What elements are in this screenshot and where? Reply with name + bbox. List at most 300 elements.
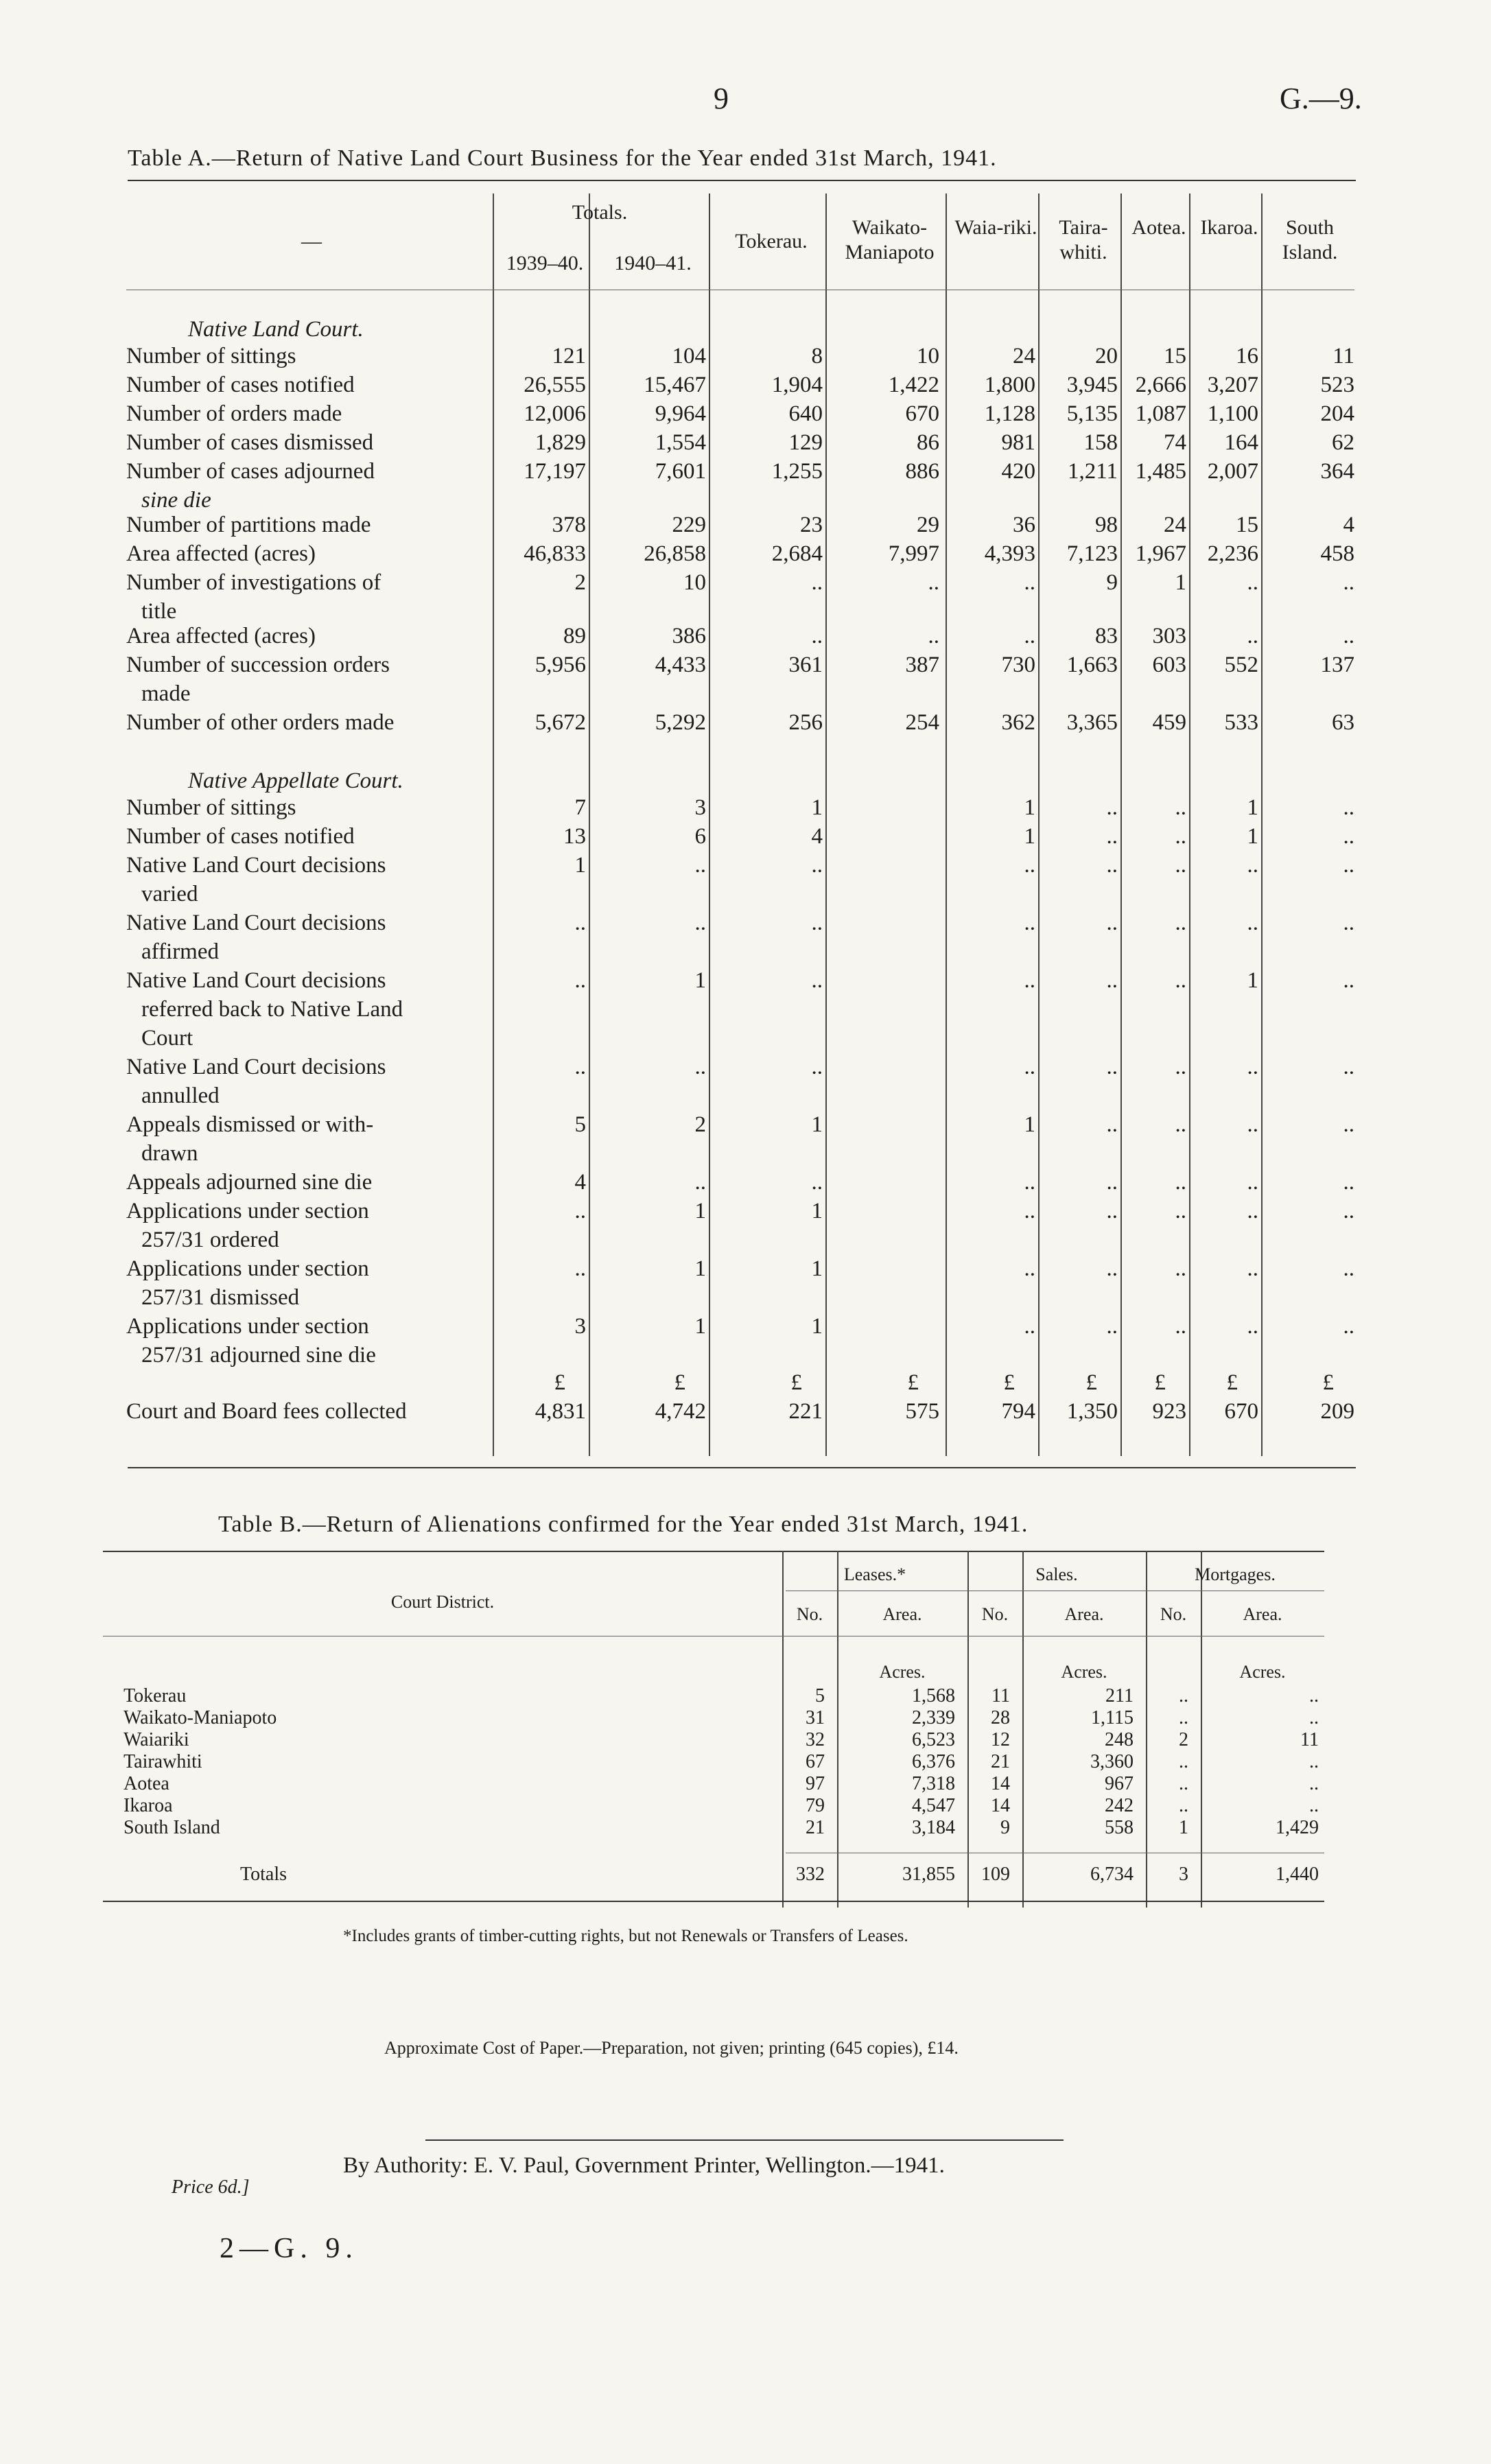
cell-value: 1,350: [1066, 1399, 1118, 1424]
cell-value: ..: [811, 968, 823, 993]
row-label: [126, 793, 490, 822]
cell-value: ..: [1247, 1112, 1258, 1137]
row-label: [126, 851, 490, 908]
cell-value: 17,197: [524, 459, 586, 484]
table-b-bottom-rule: [103, 1901, 1324, 1902]
cell-value: 204: [1320, 401, 1354, 426]
authority-line: By Authority: E. V. Paul, Government Printer, Wellington.—1941.: [343, 2153, 945, 2178]
row-label-text: Native Land Court decisions: [126, 968, 386, 993]
cell-value: ..: [1343, 624, 1354, 648]
cell-value: 7,601: [655, 459, 706, 484]
cell-value: 67: [806, 1751, 825, 1772]
cell-value: ..: [1175, 1112, 1186, 1137]
district-name: Tokerau: [124, 1685, 187, 1706]
cell-value: 1: [1024, 795, 1035, 820]
district-name: Aotea: [124, 1773, 169, 1794]
cell-value: 2,339: [912, 1707, 955, 1728]
page-number: 9: [714, 82, 729, 115]
cell-value: 28: [991, 1707, 1010, 1728]
row-label-continuation: affirmed: [141, 939, 220, 964]
cell-value: ..: [1343, 1256, 1354, 1281]
cell-value: 74: [1164, 430, 1186, 455]
header-court-district: Court District.: [390, 1592, 495, 1612]
cell-value: ..: [1179, 1795, 1188, 1816]
cell-value: 1,128: [984, 401, 1035, 426]
cell-value: 254: [905, 710, 939, 735]
header-acres: Acres.: [1239, 1662, 1286, 1682]
header-no: No.: [981, 1604, 1009, 1624]
cell-value: 523: [1320, 373, 1354, 397]
cell-value: 1: [1247, 824, 1258, 849]
pound-sign: £: [1226, 1370, 1238, 1395]
row-label: [126, 1168, 490, 1197]
district-name: Ikaroa: [124, 1795, 173, 1816]
cell-value: 458: [1320, 541, 1354, 566]
row-label: [126, 511, 490, 539]
cell-value: 533: [1224, 710, 1258, 735]
pound-sign: £: [907, 1370, 919, 1395]
cell-value: 9: [1106, 570, 1118, 595]
row-label-continuation: drawn: [141, 1141, 198, 1166]
cell-value: 4: [574, 1170, 586, 1195]
pound-sign: £: [1085, 1370, 1097, 1395]
cell-value: 221: [788, 1399, 823, 1424]
cell-value: ..: [1106, 911, 1118, 935]
pound-sign: £: [1322, 1370, 1334, 1395]
cell-value: ..: [1343, 1314, 1354, 1339]
row-label-continuation: made: [141, 681, 191, 706]
cell-value: 31: [806, 1707, 825, 1728]
cell-value: 104: [672, 344, 706, 368]
cell-value: 1,087: [1135, 401, 1186, 426]
table-a-column-rule: [1189, 193, 1190, 1456]
cell-value: 981: [1001, 430, 1035, 455]
row-label-text: Appeals adjourned sine die: [126, 1170, 373, 1195]
cell-value: 20: [1095, 344, 1118, 368]
cell-value: ..: [1106, 1170, 1118, 1195]
cell-value: 2: [694, 1112, 706, 1137]
cell-value: 1: [694, 1256, 706, 1281]
cell-value: 2: [1179, 1729, 1188, 1750]
cell-value: 5: [815, 1685, 825, 1706]
cell-value: 1: [1179, 1817, 1188, 1838]
cell-value: 79: [806, 1795, 825, 1816]
cell-value: ..: [1247, 911, 1258, 935]
row-label-continuation: varied: [141, 882, 198, 906]
cell-value: ..: [1024, 1256, 1035, 1281]
cell-value: 1,429: [1276, 1817, 1319, 1838]
header-column: Ikaroa.: [1200, 216, 1258, 239]
cell-value: 4,433: [655, 653, 706, 677]
cell-value: 12: [991, 1729, 1010, 1750]
row-label-text: Number of sittings: [126, 344, 296, 368]
cell-value: 32: [806, 1729, 825, 1750]
cell-value: 3,184: [912, 1817, 955, 1838]
cell-value: ..: [1309, 1685, 1319, 1706]
cell-value: 420: [1001, 459, 1035, 484]
cell-value: ..: [811, 1055, 823, 1079]
cell-value: 1,255: [771, 459, 823, 484]
cell-value: 211: [1105, 1685, 1134, 1706]
cell-value: 1,485: [1135, 459, 1186, 484]
cell-value: 1,115: [1091, 1707, 1134, 1728]
cell-value: ..: [1247, 624, 1258, 648]
cell-value: 5,292: [655, 710, 706, 735]
row-label-continuation: title: [141, 599, 177, 624]
pound-sign: £: [1154, 1370, 1166, 1395]
row-label-text: Number of other orders made: [126, 710, 395, 735]
cell-value: ..: [1024, 911, 1035, 935]
cell-value: 2,684: [771, 541, 823, 566]
cell-value: ..: [1106, 968, 1118, 993]
cell-value: ..: [1024, 853, 1035, 878]
cell-value: 4: [1343, 513, 1354, 537]
cell-value: ..: [1247, 570, 1258, 595]
cell-value: ..: [1024, 570, 1035, 595]
cell-value: 5: [574, 1112, 586, 1137]
table-a-column-rule: [709, 193, 710, 1456]
cell-value: 2: [574, 570, 586, 595]
cell-value: 4,547: [912, 1795, 955, 1816]
cost-of-paper: Approximate Cost of Paper.—Preparation, not given; printing (645 copies), £14.: [384, 2038, 959, 2058]
cell-value: 97: [806, 1773, 825, 1794]
cell-value: 29: [917, 513, 939, 537]
cell-value: 378: [552, 513, 586, 537]
cell-value: ..: [1247, 853, 1258, 878]
table-a-column-rule: [1261, 193, 1263, 1456]
cell-value: 24: [1013, 344, 1035, 368]
cell-value: ..: [1106, 1256, 1118, 1281]
row-label-text: Number of cases dismissed: [126, 430, 374, 455]
totals-value: 3: [1179, 1864, 1188, 1885]
cell-value: ..: [1175, 1170, 1186, 1195]
cell-value: ..: [1106, 824, 1118, 849]
cell-value: 11: [991, 1685, 1010, 1706]
cell-value: 1: [1247, 968, 1258, 993]
row-label: Court and Board fees collected: [126, 1399, 407, 1424]
cell-value: 209: [1320, 1399, 1354, 1424]
header-column: Tokerau.: [735, 230, 808, 253]
row-label: [126, 708, 490, 737]
district-name: Waikato-Maniapoto: [124, 1707, 277, 1728]
row-label-text: Applications under section: [126, 1314, 369, 1339]
document-reference: G.—9.: [1280, 82, 1362, 115]
cell-value: 1,100: [1207, 401, 1258, 426]
cell-value: 36: [1013, 513, 1035, 537]
cell-value: 121: [552, 344, 586, 368]
row-label: [126, 822, 490, 851]
row-label: [126, 539, 490, 568]
row-label-text: Number of cases adjourned: [126, 459, 375, 484]
cell-value: 16: [1236, 344, 1258, 368]
cell-value: 10: [683, 570, 706, 595]
cell-value: 63: [1332, 710, 1354, 735]
row-label: [126, 908, 490, 966]
cell-value: 164: [1224, 430, 1258, 455]
cell-value: 575: [905, 1399, 939, 1424]
cell-value: ..: [1179, 1685, 1188, 1706]
row-label-text: Native Land Court decisions: [126, 853, 386, 878]
cell-value: ..: [1343, 1199, 1354, 1223]
cell-value: ..: [1343, 1170, 1354, 1195]
cell-value: ..: [1309, 1707, 1319, 1728]
cell-value: ..: [1179, 1707, 1188, 1728]
cell-value: 5,672: [535, 710, 586, 735]
cell-value: 229: [672, 513, 706, 537]
cell-value: 62: [1332, 430, 1354, 455]
header-totals: Totals.: [572, 201, 628, 224]
cell-value: ..: [1175, 1314, 1186, 1339]
cell-value: ..: [574, 1199, 586, 1223]
header-sales: Sales.: [1035, 1564, 1078, 1584]
price: Price 6d.]: [172, 2176, 250, 2198]
cell-value: 459: [1152, 710, 1186, 735]
cell-value: 558: [1105, 1817, 1134, 1838]
cell-value: 13: [563, 824, 586, 849]
header-no: No.: [796, 1604, 823, 1624]
row-label-continuation: 257/31 dismissed: [141, 1285, 300, 1310]
header-area: Area.: [882, 1604, 922, 1624]
cell-value: 6: [694, 824, 706, 849]
row-label-continuation: Court: [141, 1026, 193, 1051]
cell-value: 14: [991, 1773, 1010, 1794]
cell-value: 1: [1175, 570, 1186, 595]
header-dash: —: [301, 230, 322, 253]
cell-value: ..: [1175, 911, 1186, 935]
cell-value: 1,554: [655, 430, 706, 455]
cell-value: ..: [1343, 570, 1354, 595]
cell-value: 1: [811, 795, 823, 820]
cell-value: 3,360: [1090, 1751, 1134, 1772]
cell-value: 5,956: [535, 653, 586, 677]
cell-value: 248: [1105, 1729, 1134, 1750]
row-label: [126, 428, 490, 457]
cell-value: 8: [811, 344, 823, 368]
header-area: Area.: [1243, 1604, 1282, 1624]
cell-value: 362: [1001, 710, 1035, 735]
totals-label: Totals: [240, 1864, 287, 1885]
cell-value: ..: [574, 968, 586, 993]
cell-value: 15,467: [644, 373, 706, 397]
header-mortgages: Mortgages.: [1195, 1564, 1276, 1584]
cell-value: ..: [1343, 911, 1354, 935]
section-native-land-court: Native Land Court.: [188, 317, 364, 342]
cell-value: 9,964: [655, 401, 706, 426]
footnote: *Includes grants of timber-cutting rights, but not Renewals or Transfers of Leases.: [343, 1927, 908, 1945]
cell-value: 7,997: [888, 541, 939, 566]
cell-value: 5,135: [1066, 401, 1118, 426]
row-label-continuation: 257/31 ordered: [141, 1228, 279, 1252]
row-label: [126, 457, 490, 515]
row-label-text: Appeals dismissed or with-: [126, 1112, 374, 1137]
cell-value: 1,967: [1135, 541, 1186, 566]
cell-value: 12,006: [524, 401, 586, 426]
row-label-text: Number of investigations of: [126, 570, 381, 595]
cell-value: 640: [788, 401, 823, 426]
cell-value: ..: [1309, 1751, 1319, 1772]
header-1940-41: 1940–41.: [614, 252, 692, 274]
table-a-bottom-rule: [128, 1467, 1356, 1468]
cell-value: 1: [574, 853, 586, 878]
header-column: South Island.: [1282, 216, 1338, 263]
cell-value: ..: [1247, 1256, 1258, 1281]
table-a-column-rule: [493, 193, 494, 1456]
cell-value: 603: [1152, 653, 1186, 677]
pound-sign: £: [674, 1370, 685, 1395]
row-label-text: Area affected (acres): [126, 541, 316, 566]
header-acres: Acres.: [879, 1662, 926, 1682]
pound-sign: £: [790, 1370, 802, 1395]
cell-value: 1: [694, 1314, 706, 1339]
cell-value: 158: [1083, 430, 1118, 455]
header-column: Taira-whiti.: [1059, 216, 1108, 263]
cell-value: 3,207: [1207, 373, 1258, 397]
cell-value: ..: [1247, 1055, 1258, 1079]
cell-value: 11: [1332, 344, 1354, 368]
cell-value: ..: [1175, 853, 1186, 878]
cell-value: 7,318: [912, 1773, 955, 1794]
cell-value: ..: [1024, 1170, 1035, 1195]
cell-value: 3,945: [1066, 373, 1118, 397]
cell-value: 3,365: [1066, 710, 1118, 735]
cell-value: 1: [694, 1199, 706, 1223]
cell-value: 1: [811, 1314, 823, 1339]
table-a-title: Table A.—Return of Native Land Court Business for the Year ended 31st March, 1941.: [128, 145, 997, 171]
cell-value: 7,123: [1066, 541, 1118, 566]
row-label-continuation: 257/31 adjourned sine die: [141, 1343, 376, 1368]
row-label: [126, 568, 490, 626]
row-label: [126, 1053, 490, 1110]
cell-value: 730: [1001, 653, 1035, 677]
row-label-continuation: sine die: [141, 488, 211, 513]
cell-value: ..: [1024, 1199, 1035, 1223]
cell-value: 1: [694, 968, 706, 993]
cell-value: 3: [694, 795, 706, 820]
cell-value: 24: [1164, 513, 1186, 537]
cell-value: ..: [1309, 1773, 1319, 1794]
cell-value: 21: [806, 1817, 825, 1838]
row-label-text: Number of sittings: [126, 795, 296, 820]
cell-value: 552: [1224, 653, 1258, 677]
cell-value: 1,211: [1067, 459, 1118, 484]
cell-value: 98: [1095, 513, 1118, 537]
cell-value: ..: [1175, 968, 1186, 993]
row-label: [126, 1110, 490, 1168]
pound-sign: £: [1003, 1370, 1015, 1395]
table-b-title: Table B.—Return of Alienations confirmed for the Year ended 31st March, 1941.: [218, 1512, 1029, 1537]
header-column: Waikato-Maniapoto: [845, 216, 935, 263]
cell-value: ..: [1106, 1314, 1118, 1339]
cell-value: 9: [1000, 1817, 1010, 1838]
cell-value: 7: [574, 795, 586, 820]
cell-value: 1,422: [888, 373, 939, 397]
cell-value: ..: [1179, 1751, 1188, 1772]
cell-value: 10: [917, 344, 939, 368]
cell-value: ..: [1247, 1170, 1258, 1195]
district-name: South Island: [124, 1817, 220, 1838]
row-label-text: Area affected (acres): [126, 624, 316, 648]
header-no: No.: [1160, 1604, 1187, 1624]
cell-value: ..: [1106, 1112, 1118, 1137]
row-label-text: Native Land Court decisions: [126, 911, 386, 935]
cell-value: 137: [1320, 653, 1354, 677]
cell-value: 1,829: [535, 430, 586, 455]
cell-value: 670: [1224, 1399, 1258, 1424]
cell-value: ..: [1106, 1055, 1118, 1079]
row-label: [126, 371, 490, 399]
sheet-code: 2—G. 9.: [220, 2233, 358, 2264]
cell-value: 886: [905, 459, 939, 484]
cell-value: ..: [811, 570, 823, 595]
cell-value: 3: [574, 1314, 586, 1339]
cell-value: ..: [1179, 1773, 1188, 1794]
row-label: [126, 399, 490, 428]
cell-value: 4: [811, 824, 823, 849]
header-leases: Leases.*: [843, 1564, 906, 1584]
authority-rule: [425, 2139, 1064, 2141]
cell-value: ..: [1343, 795, 1354, 820]
table-a-column-rule: [825, 193, 827, 1456]
cell-value: ..: [928, 570, 939, 595]
row-label-text: Number of succession orders: [126, 653, 390, 677]
row-label-text: Applications under section: [126, 1256, 369, 1281]
cell-value: 86: [917, 430, 939, 455]
cell-value: 23: [800, 513, 823, 537]
header-acres: Acres.: [1061, 1662, 1107, 1682]
row-label-text: Number of cases notified: [126, 824, 355, 849]
header-column: Waia-riki.: [954, 216, 1037, 239]
header-area: Area.: [1064, 1604, 1104, 1624]
cell-value: 794: [1001, 1399, 1035, 1424]
cell-value: 2,666: [1135, 373, 1186, 397]
row-label: [126, 1312, 490, 1370]
cell-value: 2,007: [1207, 459, 1258, 484]
cell-value: ..: [1175, 795, 1186, 820]
table-a-column-rule: [946, 193, 947, 1456]
cell-value: ..: [1175, 824, 1186, 849]
cell-value: 4,393: [984, 541, 1035, 566]
row-label: [126, 650, 490, 708]
cell-value: ..: [1247, 1314, 1258, 1339]
cell-value: 2,236: [1207, 541, 1258, 566]
section-native-appellate-court: Native Appellate Court.: [188, 768, 403, 793]
row-label-text: Number of partitions made: [126, 513, 371, 537]
cell-value: ..: [928, 624, 939, 648]
cell-value: 256: [788, 710, 823, 735]
row-label-text: Applications under section: [126, 1199, 369, 1223]
totals-value: 1,440: [1276, 1864, 1319, 1885]
cell-value: ..: [1343, 1112, 1354, 1137]
totals-value: 109: [981, 1864, 1010, 1885]
cell-value: 923: [1152, 1399, 1186, 1424]
cell-value: 1: [1247, 795, 1258, 820]
cell-value: ..: [1175, 1055, 1186, 1079]
cell-value: 242: [1105, 1795, 1134, 1816]
cell-value: 129: [788, 430, 823, 455]
cell-value: 15: [1236, 513, 1258, 537]
row-label: [126, 1197, 490, 1254]
cell-value: ..: [811, 1170, 823, 1195]
row-label-text: Native Land Court decisions: [126, 1055, 386, 1079]
cell-value: ..: [1024, 968, 1035, 993]
cell-value: ..: [1024, 1055, 1035, 1079]
cell-value: 14: [991, 1795, 1010, 1816]
cell-value: 1,568: [912, 1685, 955, 1706]
cell-value: ..: [1247, 1199, 1258, 1223]
cell-value: ..: [1309, 1795, 1319, 1816]
cell-value: ..: [1343, 968, 1354, 993]
row-label: [126, 342, 490, 371]
